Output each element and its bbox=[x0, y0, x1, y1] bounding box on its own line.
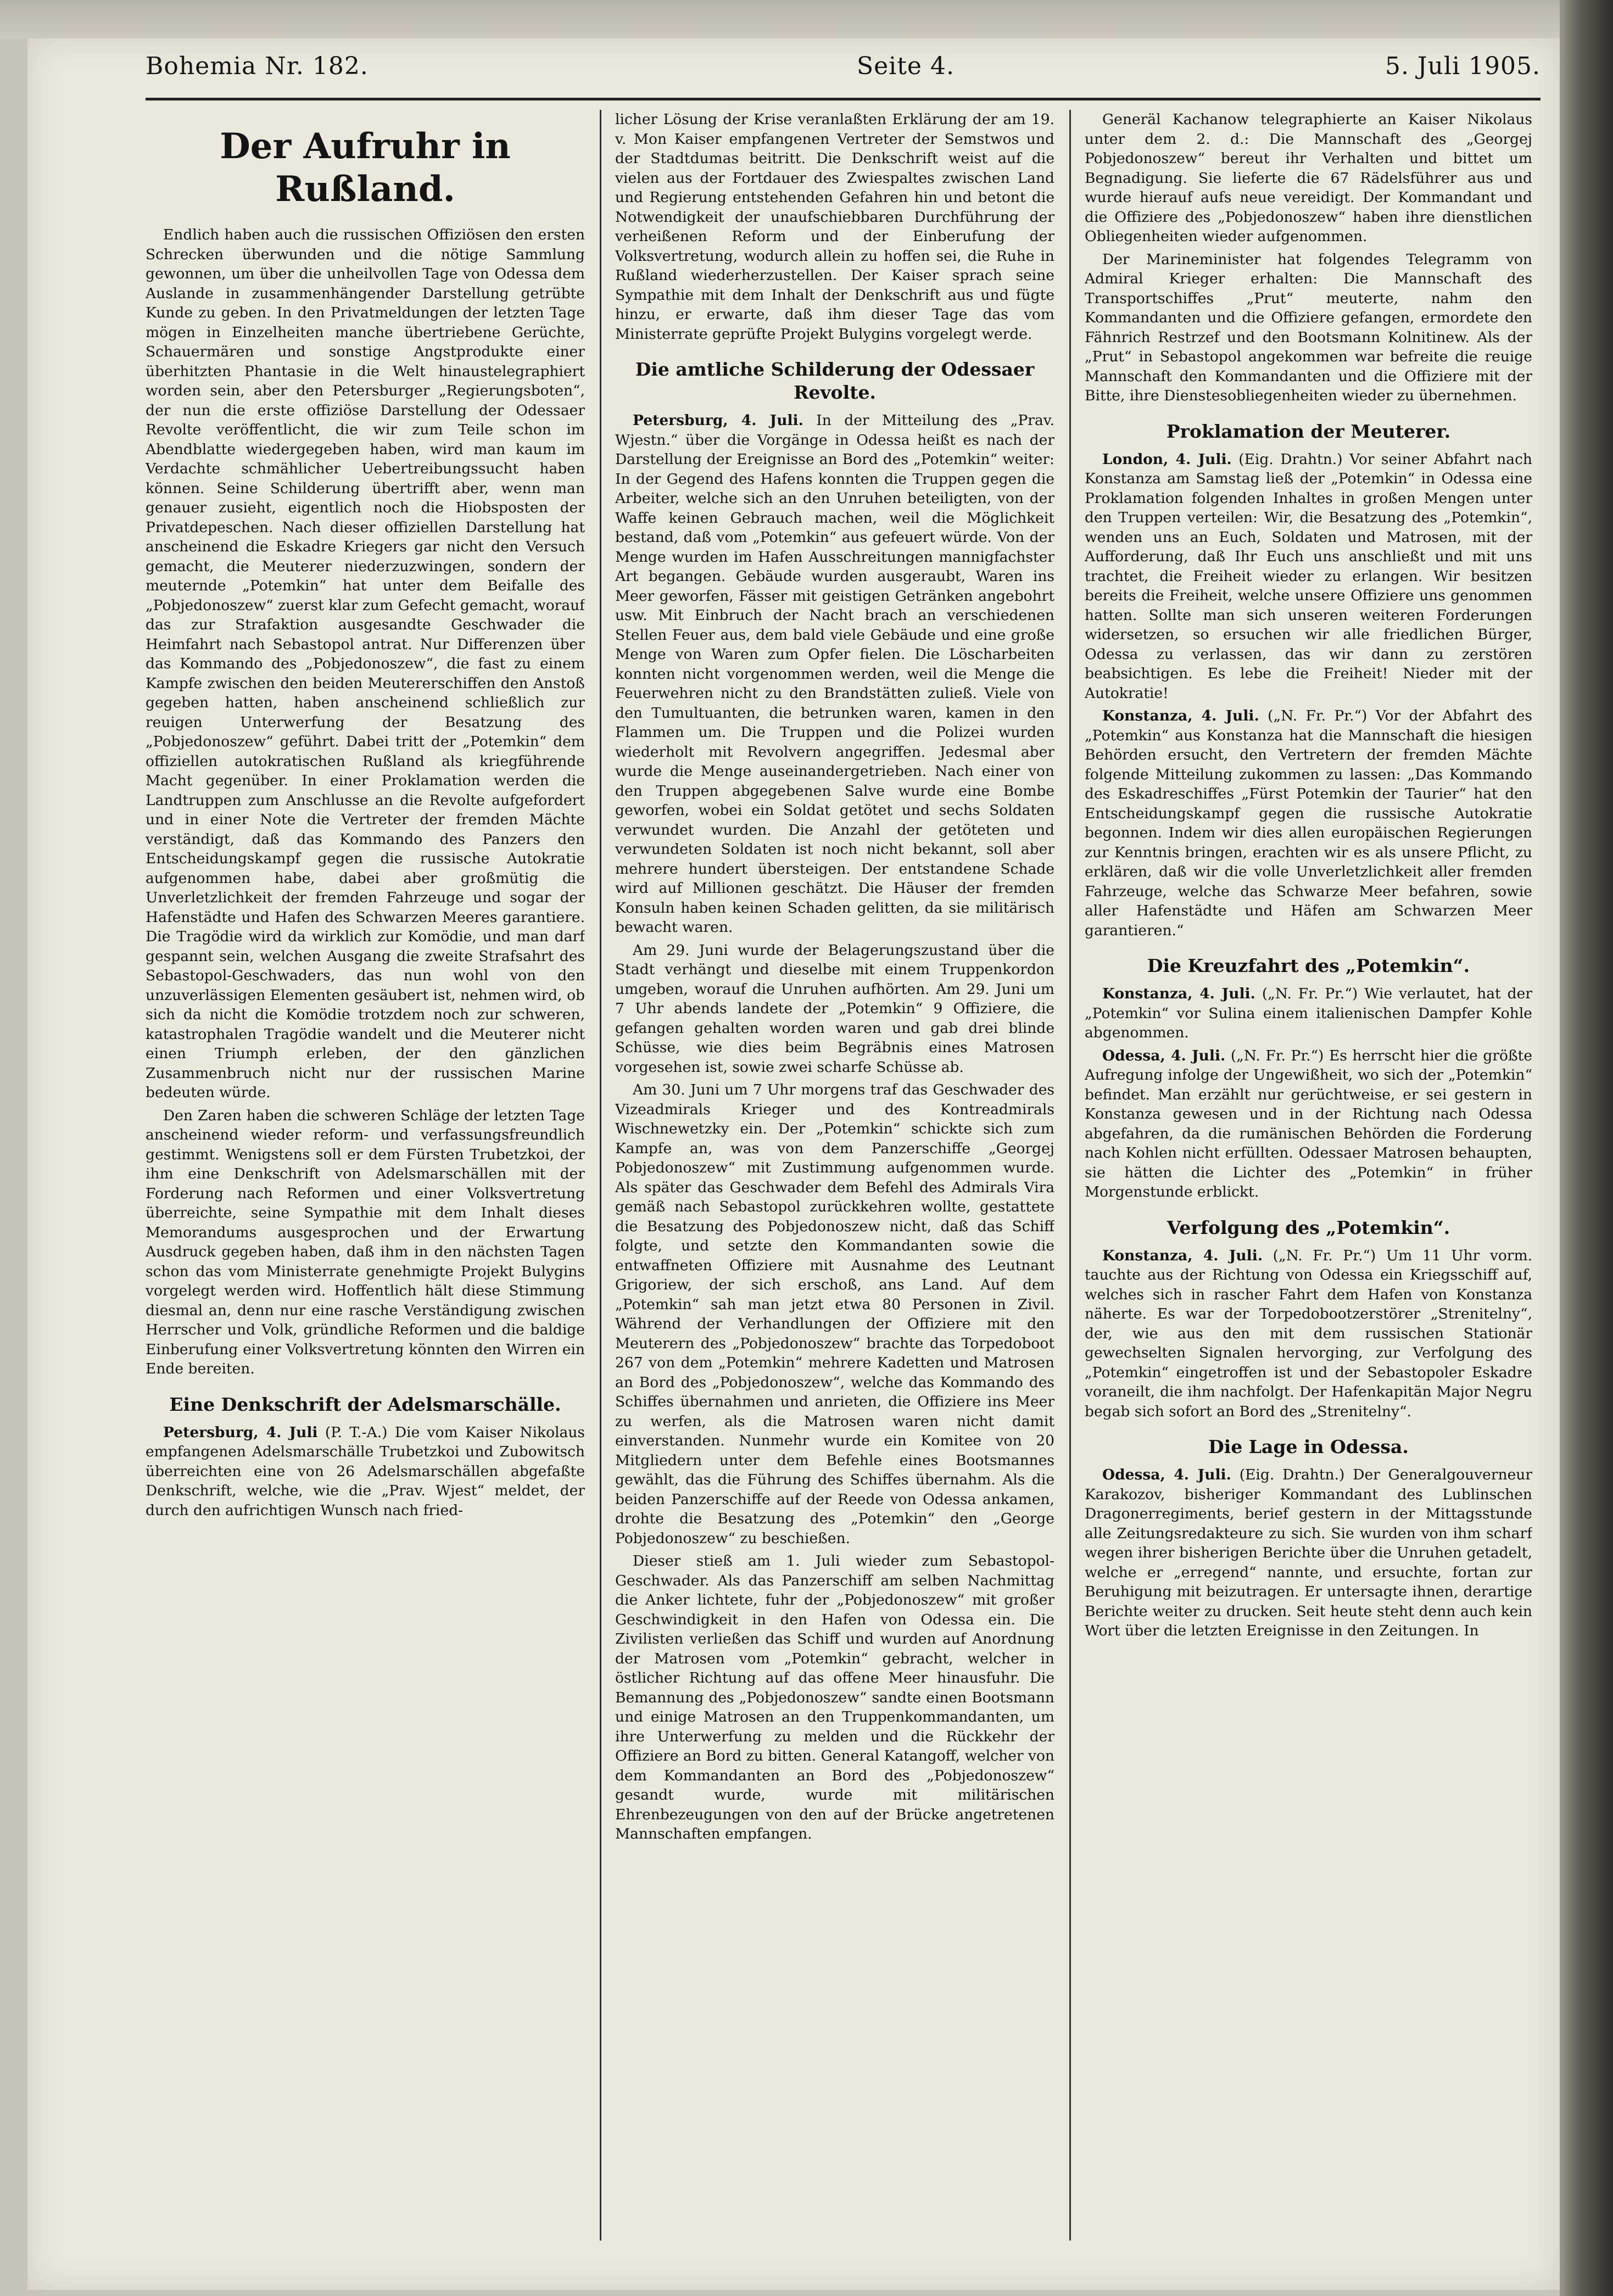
article-paragraph: Am 30. Juni um 7 Uhr morgens traf das Geschwader des Vizeadmirals Krieger und des Kontreadmirals Wischnewetzky ein. Der „Potemkin“ schickte sich zum Kampfe an, was von dem Panzerschiffe „Georgej Pobjedonoszew“ mit Zustimmung aufgenommen wurde. Als später das Geschwader dem Befehl des Admirals Vira gemäß nach Sebastopol zurückkehren wollte, gestattete die Besatzung des Pobjedonoszew nicht, daß das Schiff folgte, und setzte den Kommandanten sowie die entwaffneten Offiziere mit Ausnahme des Leutnant Grigoriew, der sich erschoß, ans Land. Auf dem „Potemkin“ sah man jetzt etwa 80 Personen in Zivil. Während der Verhandlungen der Offiziere mit den Meuterern des „Pobjedonoszew“ brachte das Torpedoboot 267 von dem „Potemkin“ mehrere Kadetten und Matrosen an Bord des „Pobjedonoszew“, welche das Kommando des Schiffes übernahmen und anrieten, die Offiziere ins Meer zu werfen, als die Matrosen waren nicht damit einverstanden. Nunmehr wurde ein Komitee von 20 Mitgliedern unter dem Befehle eines Bootsmannes gewählt, das die Führung des Schiffes übernahm. Als die beiden Panzerschiffe auf der Reede von Odessa ankamen, drohte die Besatzung des „Potemkin“ den „George Pobjedonoszew“ zu beschießen. bbox=[615, 1081, 1054, 1547]
column-divider bbox=[1069, 110, 1071, 2241]
dateline: Konstanza, 4. Juli. bbox=[1102, 985, 1255, 1002]
paragraph-text: („N. Fr. Pr.“) Es herrscht hier die größte Aufregung infolge der Ungewißheit, wo sich der „Potemkin“ befindet. Man erzählt nur gerüchtweise, er sei gestern in Konstanza gewesen und in der Richtung nach Odessa abgefahren, da die rumänischen Behörden die Forderung nach Kohlen nicht erfüllten. Odessaer Matrosen behaupten, sie hätten die Lichter des „Potemkin“ in früher Morgenstunde erblickt. bbox=[1085, 1047, 1532, 1200]
article-paragraph: Generäl Kachanow telegraphierte an Kaiser Nikolaus unter dem 2. d.: Die Mannschaft des „Georgej Pobjedonoszew“ bereut ihr Verhalten und bittet um Begnadigung. Sie lieferte die 67 Rädelsführer aus und wurde hierauf aufs neue vereidigt. Der Kommandant und die Offiziere des „Pobjedonoszew“ haben ihre dienstlichen Obliegenheiten wieder aufgenommen. bbox=[1085, 111, 1532, 245]
paragraph-text: (Eig. Drahtn.) Der Generalgouverneur Karakozov, bisheriger Kommandant des Lublinschen Dragonerregiments, berief gestern in der Mittagsstunde alle Zeitungsredakteure zu sich. Sie wurden von ihm scharf wegen ihrer bisherigen Berichte über die Unruhen getadelt, welche er „erregend“ nannte, und ersuchte, fortan zur Beruhigung mit beizutragen. Er untersagte ihnen, derartige Berichte weiter zu drucken. Seit heute steht denn auch kein Wort über die letzten Ereignisse in den Zeitungen. In bbox=[1085, 1466, 1532, 1639]
article-paragraph bbox=[1085, 1465, 1532, 1641]
article-title: Der Aufruhr in Rußland. bbox=[220, 126, 511, 210]
header-page-number: Seite 4. bbox=[857, 52, 955, 80]
article-paragraph: licher Lösung der Krise veranlaßten Erklärung der am 19. v. Mon Kaiser empfangenen Vertreter der Semstwos und der Stadtdumas beitritt. Die Denkschrift weist auf die vielen aus der Fortdauer des Zwiespaltes zwischen Land und Regierung entstehenden Gefahren hin und betont die Notwendigkeit der unaufschiebbaren Durchführung der verheißenen Reform und der Einberufung der Volksvertretung, wodurch allein zu hoffen sei, die Ruhe in Rußland wiederherzustellen. Der Kaiser sprach seine Sympathie mit dem Inhalt der Denkschrift aus und fügte hinzu, er erwarte, daß ihm dieser Tage das vom Ministerrate geprüfte Projekt Bulygins vorgelegt werde. bbox=[615, 111, 1054, 343]
section-heading: Proklamation der Meuterer. bbox=[1166, 420, 1451, 442]
section-heading: Die Lage in Odessa. bbox=[1208, 1436, 1409, 1457]
column-3 bbox=[1085, 110, 1532, 2252]
article-paragraph bbox=[1085, 984, 1532, 1043]
section-heading: Eine Denkschrift der Adelsmarschälle. bbox=[169, 1393, 561, 1415]
dateline: Petersburg, 4. Juli. bbox=[633, 412, 803, 429]
dateline: Petersburg, 4. Juli bbox=[163, 1423, 318, 1441]
scan-top-strip bbox=[0, 0, 1613, 38]
header-newspaper-issue: Bohemia Nr. 182. bbox=[146, 52, 369, 80]
header-rule bbox=[146, 98, 1541, 100]
section-heading: Die amtliche Schilderung der Odessaer Revolte. bbox=[635, 359, 1035, 403]
header-date: 5. Juli 1905. bbox=[1385, 52, 1541, 80]
article-paragraph bbox=[146, 1423, 585, 1521]
article-paragraph bbox=[1085, 706, 1532, 940]
article-paragraph bbox=[1085, 450, 1532, 703]
article-paragraph: Endlich haben auch die russischen Offiziösen den ersten Schrecken überwunden und die nötige Sammlung gewonnen, um über die unheilvollen Tage von Odessa dem Auslande in zusammenhängender Darstellung getrübte Kunde zu geben. In den Privatmeldungen der letzten Tage mögen in Einzelheiten manche übertriebene Gerüchte, Schauermären und sonstige Angstprodukte einer überhitzten Phantasie in die Welt hinaustelegraphiert worden sein, aber den Petersburger „Regierungsboten“, der nun die erste offiziöse Darstellung der Odessaer Revolte veröffentlicht, die wir zum Teile schon im Abendblatte wiedergegeben haben, wird man kaum im Verdachte schmählicher Uebertreibungssucht haben können. Seine Schilderung übertrifft aber, wenn man genauer zusieht, eigentlich noch die Hiobsposten der Privatdepeschen. Nach dieser offiziellen Darstellung hat anscheinend die Eskadre Kriegers gar nicht den Versuch gemacht, die Meuterer niederzuzwingen, sondern der meuternde „Potemkin“ hat unter dem Beifalle des „Pobjedonoszew“ zuerst klar zum Gefecht gemacht, worauf das zur Strafaktion ausgesandte Geschwader die Heimfahrt nach Sebastopol antrat. Nur Differenzen über das Kommando des „Pobjedonoszew“, die fast zu einem Kampfe zwischen den beiden Meutererschiffen den Anstoß gegeben hatten, haben anscheinend schließlich zur reuigen Unterwerfung der Besatzung des „Pobjedonoszew“ geführt. Dabei tritt der „Potemkin“ dem offiziellen autokratischen Rußland als kriegführende Macht gegenüber. In einer Proklamation werden die Landtruppen zum Anschlusse an die Revolte aufgefordert und in einer Note die Vertreter der fremden Mächte verständigt, daß das Kommando des Panzers den Entscheidungskampf gegen die russische Autokratie aufgenommen habe, dabei aber großmütig die Unverletzlichkeit der fremden Fahrzeuge und sogar der Hafenstädte und Hafen des Schwarzen Meeres garantiere. Die Tragödie wird da wirklich zur Komödie, und man darf gespannt sein, welchen Ausgang die zweite Strafsahrt des Sebastopol-Geschwaders, das nun wohl von den unzuverlässigen Elementen gesäubert ist, nehmen wird, ob sich da nicht die Komödie trotzdem noch zur schweren, katastrophalen Tragödie wandelt und die Meuterer nicht einen Triumph erleben, der den gänzlichen Zusammenbruch nicht nur der russischen Marine bedeuten würde. bbox=[146, 226, 585, 1101]
dateline: London, 4. Juli. bbox=[1102, 450, 1232, 468]
section-heading: Verfolgung des „Potemkin“. bbox=[1167, 1216, 1450, 1238]
paragraph-text: („N. Fr. Pr.“) Vor der Abfahrt des „Potemkin“ aus Konstanza hat die Mannschaft die hiesigen Behörden ersucht, den Vertretern der fremden Mächte folgende Mitteilung zukommen zu lassen: „Das Kommando des Eskadreschiffes „Fürst Potemkin der Taurier“ hat den Entscheidungskampf gegen die russische Autokratie begonnen. Indem wir dies allen europäischen Regierungen zur Kenntnis bringen, erachten wir es als unsere Pflicht, zu erklären, daß wir die volle Unverletzlichkeit aller fremden Fahrzeuge, welche das Schwarze Meer befahren, sowie aller Hafenstädte und Häfen am Schwarzen Meer garantieren.“ bbox=[1085, 707, 1532, 939]
article-paragraph: Dieser stieß am 1. Juli wieder zum Sebastopol-Geschwader. Als das Panzerschiff am selben Nachmittag die Anker lichtete, fuhr der „Pobjedonoszew“ mit großer Geschwindigkeit in den Hafen von Odessa ein. Die Zivilisten verließen das Schiff und wurden auf Anordnung der Matrosen vom „Potemkin“ gebracht, welcher in östlicher Richtung auf das offene Meer hinausfuhr. Die Bemannung des „Pobjedonoszew“ sandte einen Bootsmann und einige Matrosen an den Truppenkommandanten, um ihre Unterwerfung zu melden und die Rückkehr der Offiziere an Bord zu bitten. General Katangoff, welcher von dem Kommandanten an Bord des „Pobjedonoszew“ gesandt wurde, wurde mit militärischen Ehrenbezeugungen von den auf der Brücke angetretenen Mannschaften empfangen. bbox=[615, 1552, 1054, 1842]
dateline: Konstanza, 4. Juli. bbox=[1102, 1247, 1263, 1264]
article-paragraph bbox=[1085, 1046, 1532, 1202]
column-divider bbox=[600, 110, 601, 2241]
article-paragraph bbox=[615, 411, 1054, 937]
column-1 bbox=[146, 110, 585, 2252]
article-paragraph: Am 29. Juni wurde der Belagerungszustand über die Stadt verhängt und dieselbe mit einem Truppenkordon umgeben, worauf die Unruhen aufhörten. Am 29. Juni um 7 Uhr abends landete der „Potemkin“ 9 Offiziere, die gefangen gehalten worden waren und gab drei blinde Schüsse, wie dies beim Begräbnis eines Matrosen vorgesehen ist, sowie zwei scharfe Schüsse ab. bbox=[615, 941, 1054, 1076]
paragraph-text: (P. T.-A.) Die vom Kaiser Nikolaus empfangenen Adelsmarschälle Trubetzkoi und Zubowitsch überreichten eine von 26 Adelsmarschällen abgefaßte Denkschrift, welche, wie die „Prav. Wjest“ meldet, der durch den aufrichtigen Wunsch nach fried- bbox=[146, 1423, 585, 1519]
article-paragraph: Den Zaren haben die schweren Schläge der letzten Tage anscheinend wieder reform- und verfassungsfreundlich gestimmt. Wenigstens soll er dem Fürsten Trubetzkoi, der ihm eine Denkschrift von Adelsmarschällen mit der Forderung nach Reformen und einer Volksvertretung überreichte, seine Sympathie mit dem Inhalt dieses Memorandums ausgesprochen und der Erwartung Ausdruck gegeben haben, daß ihm in den nächsten Tagen schon das vom Ministerrate genehmigte Projekt Bulygins vorgelegt werden wird. Hoffentlich hält diese Stimmung diesmal an, denn nur eine rasche Verständigung zwischen Herrscher und Volk, gründliche Reformen und die baldige Einberufung einer Volksvertretung könnten den Wirren ein Ende bereiten. bbox=[146, 1107, 585, 1377]
dateline: Odessa, 4. Juli. bbox=[1102, 1466, 1231, 1483]
article-paragraph: Der Marineminister hat folgendes Telegramm von Admiral Krieger erhalten: Die Mannschaft des Transportschiffes „Prut“ meuterte, nahm den Kommandanten und die Offiziere gefangen, ermordete den Fähnrich Restrzef und den Bootsmann Kolnitinew. Als der „Prut“ in Sebastopol angekommen war befreite die reuige Mannschaft den Kommandanten und die Offiziere mit der Bitte, ihre Dienstesobliegenheiten wieder zu übernehmen. bbox=[1085, 250, 1532, 404]
page-fold-shadow bbox=[1560, 0, 1613, 2296]
paragraph-text: („N. Fr. Pr.“) Um 11 Uhr vorm. tauchte aus der Richtung von Odessa ein Kriegsschiff auf, welches sich in rascher Fahrt dem Hafen von Konstanza näherte. Es war der Torpedobootzerstörer „Strenitelny“, der, wie aus den mit dem russischen Stationär gewechselten Signalen hervorging, zur Verfolgung des „Potemkin“ eingetroffen ist und der Sebastopoler Eskadre voraneilt, die ihm nachfolgt. Der Hafenkapitän Major Negru begab sich sofort an Bord des „Strenitelny“. bbox=[1085, 1247, 1532, 1420]
article-paragraph bbox=[1085, 1246, 1532, 1422]
section-heading: Die Kreuzfahrt des „Potemkin“. bbox=[1147, 955, 1470, 976]
dateline: Konstanza, 4. Juli. bbox=[1102, 707, 1259, 724]
page-header bbox=[146, 52, 1541, 91]
paragraph-text: In der Mitteilung des „Prav. Wjestn.“ über die Vorgänge in Odessa heißt es nach der Darstellung der Ereignisse an Bord des „Potemkin“ weiter: In der Gegend des Hafens konnten die Truppen gegen die Arbeiter, welche sich an den Unruhen beteiligten, von der Waffe keinen Gebrauch machen, weil die Möglichkeit bestand, daß vom „Potemkin“ aus gefeuert würde. Von der Menge wurden im Hafen Ausschreitungen mannigfachster Art begangen. Gebäude wurden ausgeraubt, Waren ins Meer geworfen, Fässer mit geistigen Getränken angebohrt usw. Mit Einbruch der Nacht brach an verschiedenen Stellen Feuer aus, dem bald viele Gebäude und eine große Menge von Waren zum Opfer fielen. Die Löscharbeiten konnten nicht vorgenommen werden, weil die Menge die Feuerwehren nicht zu den Brandstätten zuließ. Viele von den Tumultuanten, die betrunken waren, kamen in den Flammen um. Die Truppen und die Polizei wurden wiederholt mit Revolvern angegriffen. Jedesmal aber wurde die Menge auseinandergetrieben. Nach einer von den Truppen abgegebenen Salve wurde eine Bombe geworfen, wobei ein Soldat getötet und sechs Soldaten verwundet wurden. Die Anzahl der getöteten und verwundeten Soldaten ist noch nicht bekannt, soll aber mehrere hundert übersteigen. Der entstandene Schade wird auf Millionen geschätzt. Die Häuser der fremden Konsuln haben keinen Schaden gelitten, da sie militärisch bewacht waren. bbox=[615, 412, 1054, 936]
dateline: Odessa, 4. Juli. bbox=[1102, 1047, 1226, 1064]
paragraph-text: (Eig. Drahtn.) Vor seiner Abfahrt nach Konstanza am Samstag ließ der „Potemkin“ in Odessa eine Proklamation folgenden Inhaltes in großen Mengen unter den Truppen verteilen: Wir, die Besatzung des „Potemkin“, wenden uns an Euch, Soldaten und Matrosen, mit der Aufforderung, daß Ihr Euch uns anschließt und mit uns trachtet, die Freiheit wieder zu erlangen. Wir besitzen bereits die Freiheit, welche unsere Offiziere uns genommen hatten. Sollte man sich unseren weiteren Forderungen widersetzen, so ersuchen wir alle friedlichen Bürger, Odessa zu verlassen, das wir dann zu zerstören beabsichtigen. Es lebe die Freiheit! Nieder mit der Autokratie! bbox=[1085, 450, 1532, 702]
column-2 bbox=[615, 110, 1054, 2252]
paragraph-text: („N. Fr. Pr.“) Wie verlautet, hat der „Potemkin“ vor Sulina einem italienischen Dampfer Kohle abgenommen. bbox=[1085, 985, 1532, 1041]
